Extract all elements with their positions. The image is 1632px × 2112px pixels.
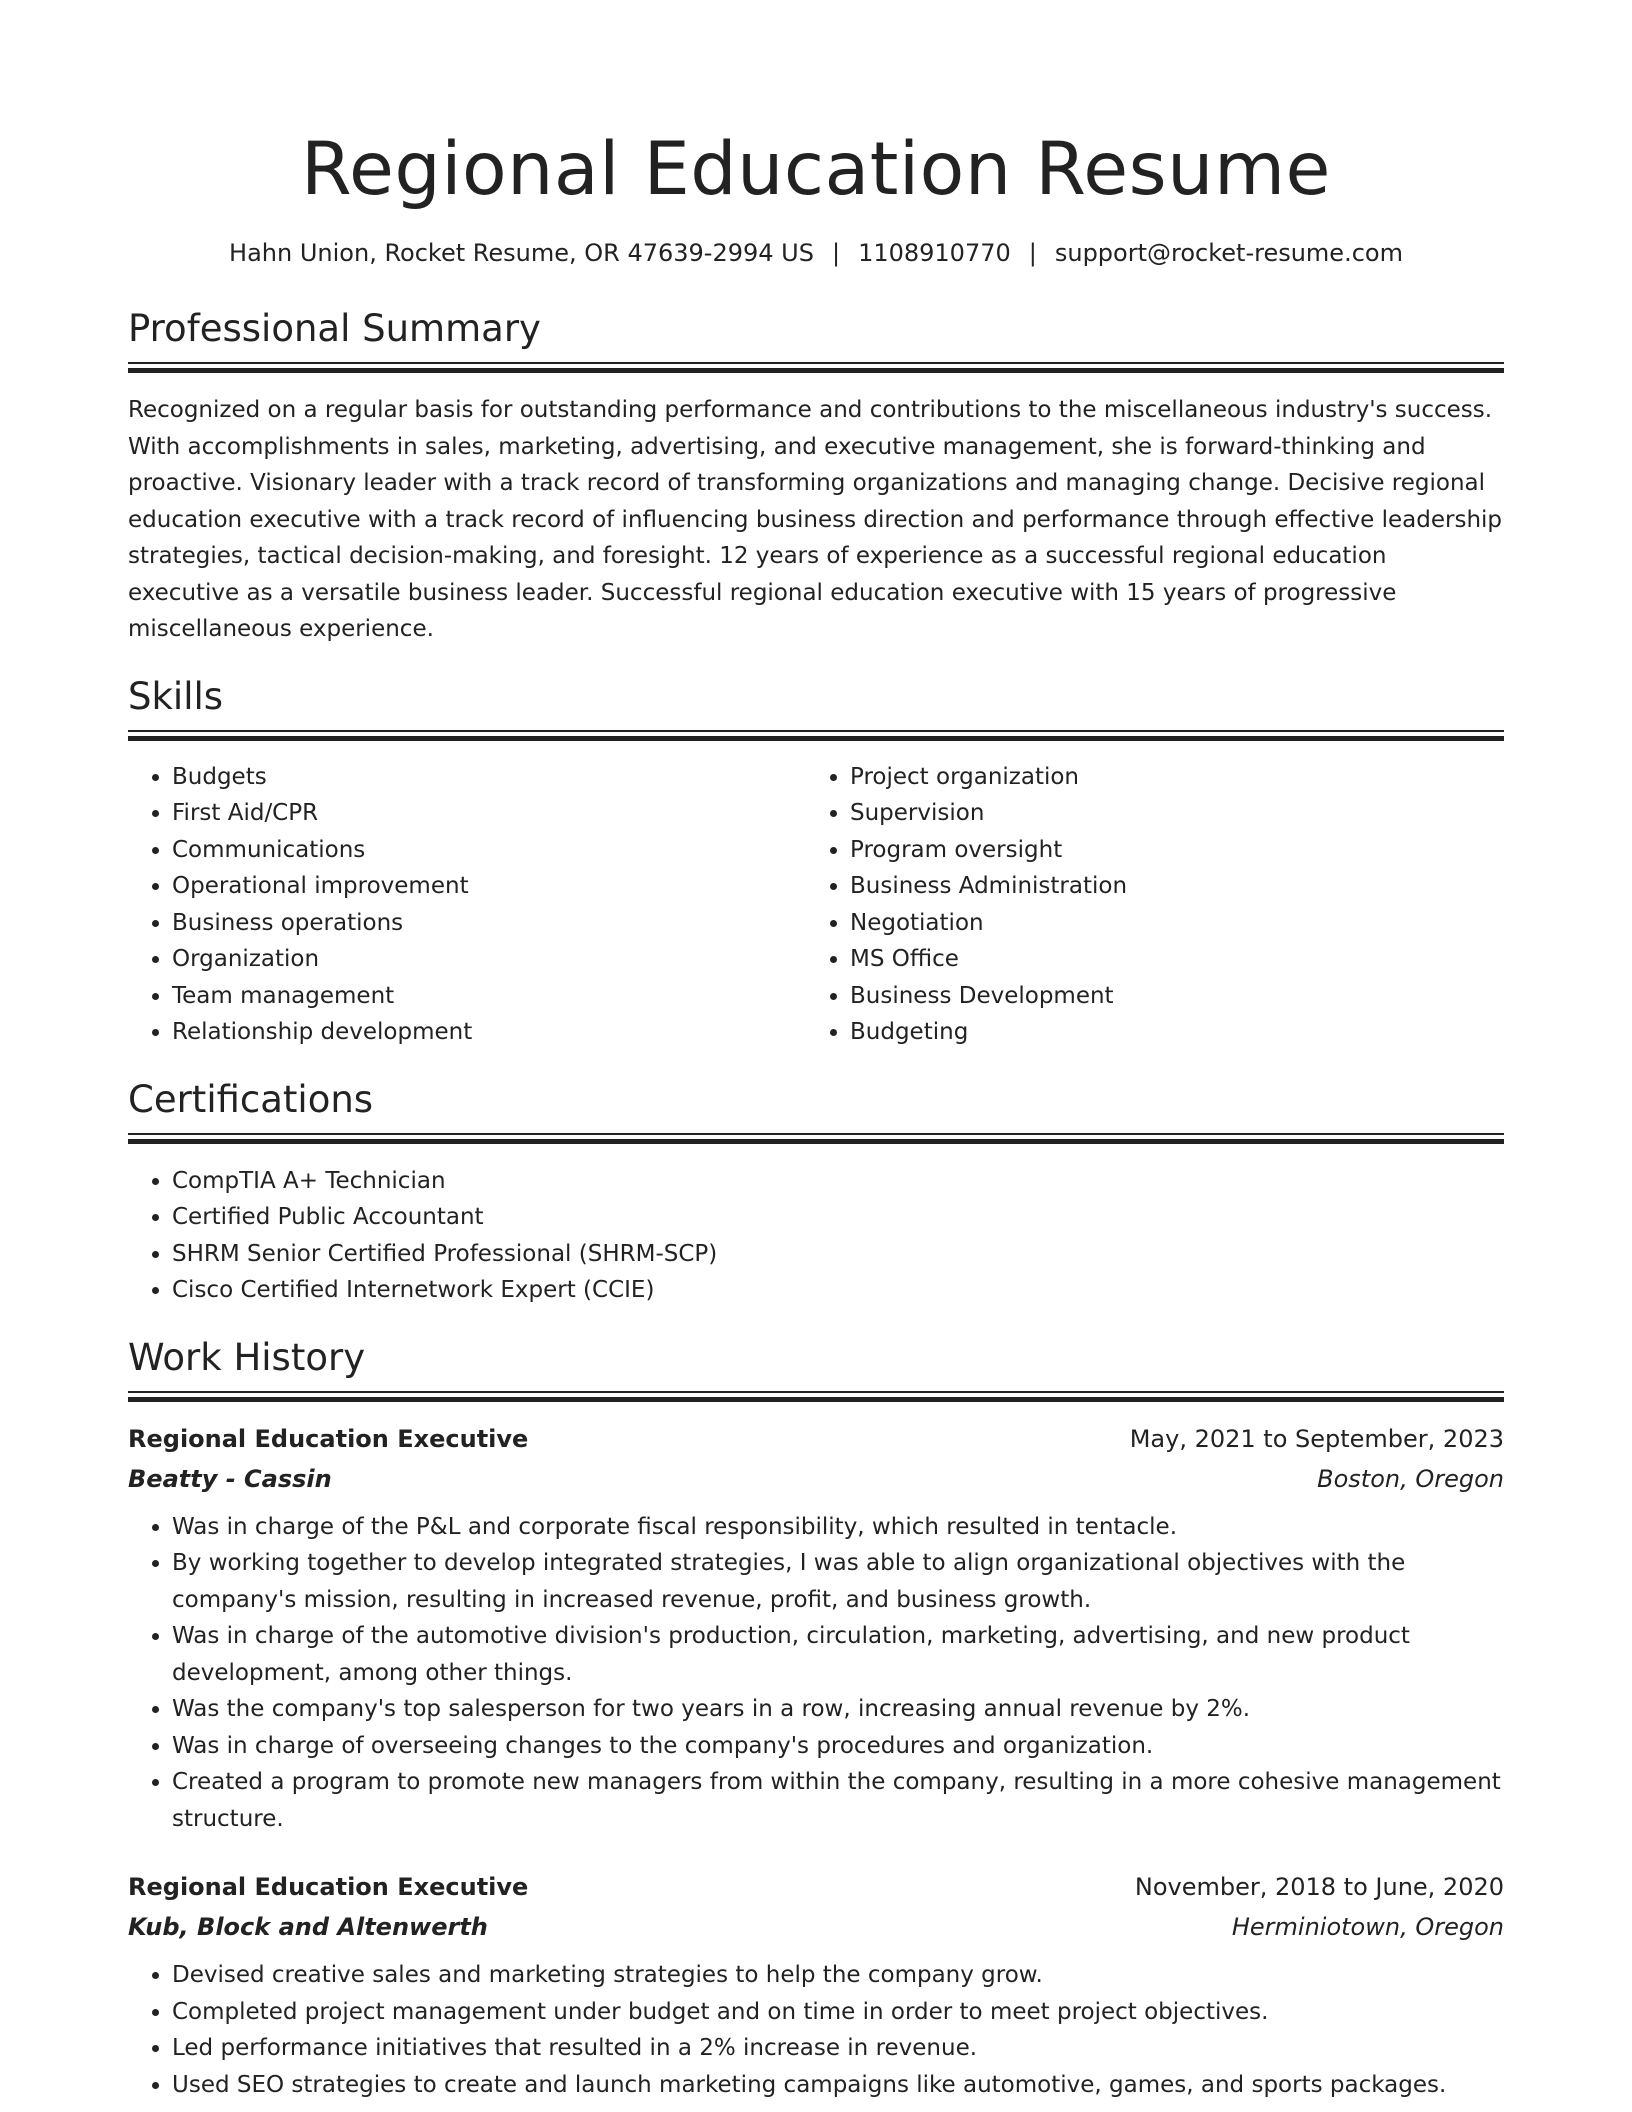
section-divider — [128, 1391, 1504, 1405]
contact-separator: | — [831, 239, 841, 267]
resume-page — [128, 0, 1504, 2103]
job-header — [128, 1419, 1504, 1459]
job-bullet: • Was in charge of the automotive division's production, circulation, marketing, advertising, and new product development, among other things. — [172, 1618, 1504, 1691]
contact-phone: 1108910770 — [858, 239, 1011, 267]
job-location: Herminiotown, Oregon — [1231, 1913, 1504, 1941]
job-company: Kub, Block and Altenwerth — [128, 1913, 488, 1941]
job-bullet: • Was in charge of overseeing changes to the company's procedures and organization. — [172, 1728, 1504, 1765]
certification-item: • CompTIA A+ Technician — [172, 1163, 1504, 1200]
skill-item: • MS Office — [850, 941, 1484, 978]
job-bullet: • Created a program to promote new managers from within the company, resulting in a more cohesive management structure. — [172, 1764, 1504, 1837]
section-heading-work-history: Work History — [128, 1335, 366, 1379]
skill-item: • Project organization — [850, 759, 1484, 796]
skill-item: • Team management — [172, 978, 806, 1015]
job-title: Regional Education Executive — [128, 1424, 529, 1453]
skill-item: • Budgets — [172, 759, 806, 796]
job-bullet: • Devised creative sales and marketing strategies to help the company grow. — [172, 1957, 1504, 1994]
skill-item: • Communications — [172, 832, 806, 869]
certification-item: • SHRM Senior Certified Professional (SHRM-SCP) — [172, 1236, 1504, 1273]
job-bullet: • Was in charge of the P&L and corporate fiscal responsibility, which resulted in tentacle. — [172, 1509, 1504, 1546]
skill-item: • Business operations — [172, 905, 806, 942]
job-bullet: • Led performance initiatives that resulted in a 2% increase in revenue. — [172, 2030, 1504, 2067]
skill-item: • Organization — [172, 941, 806, 978]
contact-separator: | — [1028, 239, 1037, 267]
job-title: Regional Education Executive — [128, 1873, 529, 1901]
job-location: Boston, Oregon — [1317, 1464, 1504, 1493]
job-subheader — [128, 1459, 1504, 1499]
certification-item: • Cisco Certified Internetwork Expert (CCIE) — [172, 1272, 1504, 1309]
job-company: Beatty - Cassin — [128, 1464, 332, 1493]
skills-section — [128, 674, 1504, 1051]
skills-columns — [128, 759, 1504, 1051]
skill-item: • Business Development — [850, 978, 1484, 1015]
skill-item: • First Aid/CPR — [172, 795, 806, 832]
job-header — [128, 1867, 1504, 1907]
contact-email[interactable]: support@rocket-resume.com — [1054, 239, 1403, 267]
summary-section — [128, 306, 1504, 648]
section-divider — [128, 362, 1504, 376]
skills-list-left — [128, 759, 806, 1051]
section-heading-summary: Professional Summary — [128, 307, 541, 350]
job-bullet: • By working together to develop integrated strategies, I was able to align organizational objectives with the company's mission, resulting in increased revenue, profit, and business growth. — [172, 1545, 1504, 1618]
job-entry — [128, 1419, 1504, 1838]
job-entry — [128, 1867, 1504, 2103]
skill-item: • Budgeting — [850, 1014, 1484, 1051]
job-subheader — [128, 1907, 1504, 1947]
job-dates: May, 2021 to September, 2023 — [1129, 1424, 1504, 1453]
contact-line — [128, 236, 1504, 270]
certifications-section — [128, 1077, 1504, 1309]
job-bullet: • Used SEO strategies to create and launch marketing campaigns like automotive, games, and sports packages. — [172, 2067, 1504, 2104]
skills-list-right — [806, 759, 1484, 1051]
job-dates: November, 2018 to June, 2020 — [1134, 1873, 1504, 1901]
certification-item: • Certified Public Accountant — [172, 1199, 1504, 1236]
section-heading-certifications: Certifications — [128, 1077, 374, 1121]
job-bullets — [128, 1957, 1504, 2103]
skill-item: • Negotiation — [850, 905, 1484, 942]
skill-item: • Operational improvement — [172, 868, 806, 905]
job-bullets — [128, 1509, 1504, 1838]
contact-address: Hahn Union, Rocket Resume, OR 47639-2994 US — [229, 239, 814, 267]
summary-text: Recognized on a regular basis for outstanding performance and contributions to the miscellaneous industry's success. With accomplishments in sales, marketing, advertising, and executive management, she is forward-thinking and proactive. Visionary leader with a track record of transforming organizations and managing change. Decisive regional education executive with a track record of influencing business direction and performance through effective leadership strategies, tactical decision-making, and foresight. 12 years of experience as a successful regional education executive as a versatile business leader. Successful regional education executive with 15 years of progressive miscellaneous experience. — [128, 397, 1503, 642]
certifications-list — [128, 1163, 1504, 1309]
skill-item: • Business Administration — [850, 868, 1484, 905]
section-divider — [128, 1133, 1504, 1147]
resume-title: Regional Education Resume — [301, 127, 1331, 212]
job-bullet: • Was the company's top salesperson for two years in a row, increasing annual revenue by 2%. — [172, 1691, 1504, 1728]
skill-item: • Program oversight — [850, 832, 1484, 869]
job-bullet: • Completed project management under budget and on time in order to meet project objectives. — [172, 1994, 1504, 2031]
skill-item: • Supervision — [850, 795, 1484, 832]
section-divider — [128, 730, 1504, 744]
skill-item: • Relationship development — [172, 1014, 806, 1051]
section-heading-skills: Skills — [128, 674, 224, 718]
work-history-section — [128, 1335, 1504, 2104]
